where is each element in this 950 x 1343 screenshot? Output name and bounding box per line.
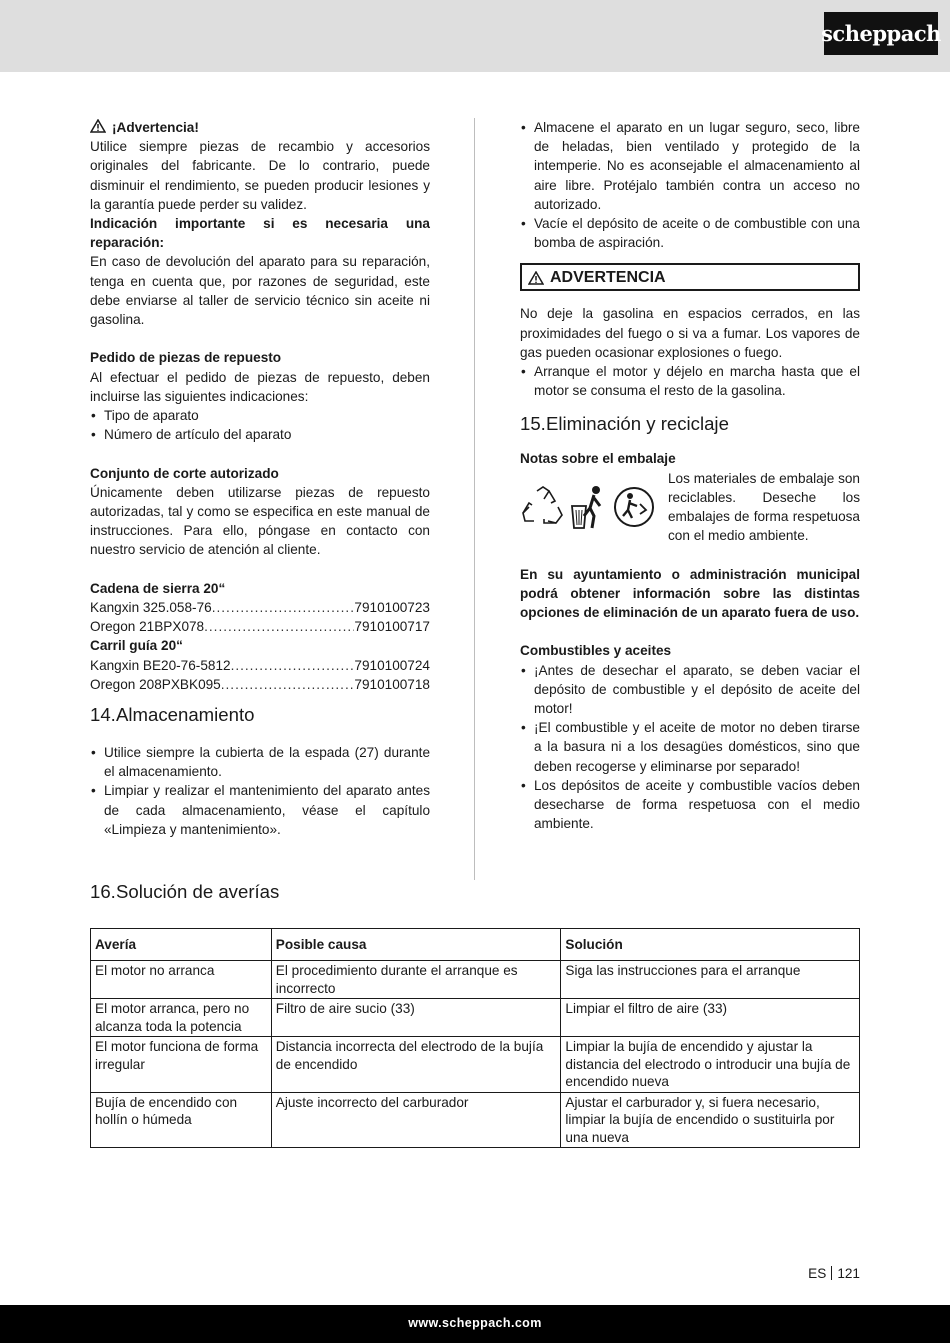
order-text: Al efectuar el pedido de piezas de repuesto, deben incluirse las siguientes indicaciones:: [90, 369, 430, 404]
part-row: [90, 656, 430, 675]
fuels-list: [520, 661, 860, 834]
website-link[interactable]: www.scheppach.com: [408, 1316, 542, 1331]
list-item: • Almacene el aparato en un lugar seguro, seco, libre de heladas, bien ventilado y protegido de la intemperie. No es aconsejable el almacenamiento al aire libre. Protéjalo también contra un acceso no autorizado.: [520, 118, 860, 214]
order-title: Pedido de piezas de repuesto: [90, 350, 282, 366]
packaging-text: Los materiales de embalaje son reciclables. Deseche los embalajes de forma respetuosa con el medio ambiente.: [668, 470, 860, 544]
recycle-icon: [520, 485, 566, 529]
table-row: [91, 1092, 860, 1148]
warning-triangle-icon: [90, 119, 106, 133]
list-item: • Número de artículo del aparato: [90, 425, 430, 444]
list-item: • ¡Antes de desechar el aparato, se deben vaciar el depósito de combustible y el depósito de aceite del motor!: [520, 661, 860, 719]
warning-text: Utilice siempre piezas de recambio y accesorios originales del fabricante. De lo contrario, puede disminuir el rendimiento, se pueden producir lesiones y la garantía puede perder su validez.: [90, 139, 430, 212]
list-item: • Arranque el motor y déjelo en marcha hasta que el motor se consuma el resto de la gasolina.: [520, 362, 860, 400]
table-header: Solución: [561, 929, 860, 961]
chain-title: Cadena de sierra 20“: [90, 580, 226, 596]
packaging-row: [520, 469, 860, 546]
part-row: [90, 598, 430, 617]
table-header: Avería: [91, 929, 272, 961]
list-item: • Vacíe el depósito de aceite o de combustible con una bomba de aspiración.: [520, 214, 860, 252]
table-cell: Siga las instrucciones para el arranque: [561, 961, 860, 999]
part-name: Kangxin BE20-76-5812: [90, 657, 231, 673]
storage-list-cont: [520, 118, 860, 252]
municipal-text: En su ayuntamiento o administración municipal podrá obtener información sobre las distintas opciones de eliminación de un aparato fuera de uso.: [520, 566, 860, 621]
part-name: Kangxin 325.058-76: [90, 600, 212, 616]
order-list: [90, 406, 430, 444]
table-cell: El procedimiento durante el arranque es incorrecto: [271, 961, 561, 999]
part-number: 7910100723: [354, 600, 430, 616]
list-item: • Limpiar y realizar el mantenimiento del aparato antes de cada almacenamiento, véase el capítulo «Limpieza y mantenimiento».: [90, 781, 430, 839]
part-number: 7910100717: [354, 619, 430, 635]
bar-title: Carril guía 20“: [90, 638, 183, 654]
part-number: 7910100724: [354, 657, 430, 673]
list-item: • Los depósitos de aceite y combustible vacíos deben desecharse de forma respetuosa con el medio ambiente.: [520, 776, 860, 834]
table-cell: Limpiar la bujía de encendido y ajustar la distancia del electrodo o introducir una bujía de encendido nueva: [561, 1037, 860, 1093]
part-name: Oregon 208PXBK095: [90, 676, 221, 692]
language-code: ES: [808, 1266, 827, 1281]
warning-list: [520, 362, 860, 400]
storage-list: [90, 743, 430, 839]
repair-text: En caso de devolución del aparato para su reparación, tenga en cuenta que, por razones de seguridad, este debe enviarse al taller de servicio técnico sin aceite ni gasolina.: [90, 254, 430, 328]
left-column: [90, 118, 430, 839]
warning-heading: [90, 118, 430, 137]
page-number-value: 121: [837, 1266, 860, 1281]
table-cell: Ajustar el carburador y, si fuera necesario, limpiar la bujía de encendido o sustituirla por una nueva: [561, 1092, 860, 1148]
column-divider: [474, 118, 475, 880]
part-number: 7910100718: [354, 676, 430, 692]
warning-title: ¡Advertencia!: [112, 120, 199, 135]
part-row: [90, 617, 430, 636]
packaging-icons: [520, 469, 668, 545]
table-cell: El motor funciona de forma irregular: [91, 1037, 272, 1093]
warning-text: No deje la gasolina en espacios cerrados, en las proximidades del fuego o si va a fumar. Los vapores de gas pueden ocasionar explosiones o fuego.: [520, 306, 860, 360]
table-row: [91, 961, 860, 999]
table-cell: El motor no arranca: [91, 961, 272, 999]
warning-box-label: ADVERTENCIA: [550, 268, 666, 286]
brand-logo: scheppach: [824, 12, 938, 55]
cut-text: Únicamente deben utilizarse piezas de repuesto autorizadas, tal y como se especifica en este manual de instrucciones. Para ello, póngase en contacto con nuestro servicio de atención al cliente.: [90, 484, 430, 558]
warning-box: [520, 263, 860, 291]
list-item: • ¡El combustible y el aceite de motor no deben tirarse a la basura ni a los desagües domésticos, sino que deben recogerse y eliminarse por separado!: [520, 718, 860, 776]
list-item: • Tipo de aparato: [90, 406, 430, 425]
table-row: [91, 1037, 860, 1093]
fuels-title: Combustibles y aceites: [520, 643, 672, 659]
troubleshooting-heading: 16.Solución de averías: [90, 881, 280, 902]
table-cell: Filtro de aire sucio (33): [271, 999, 561, 1037]
repair-title: Indicación importante si es necesaria una reparación:: [90, 216, 430, 251]
part-name: Oregon 21BPX078: [90, 619, 205, 635]
storage-heading: 14.Almacenamiento: [90, 704, 255, 726]
table-cell: Limpiar el filtro de aire (33): [561, 999, 860, 1037]
part-row: [90, 675, 430, 694]
footer-band: [0, 1305, 950, 1343]
list-item: • Utilice siempre la cubierta de la espada (27) durante el almacenamiento.: [90, 743, 430, 781]
packaging-title: Notas sobre el embalaje: [520, 451, 676, 467]
table-cell: Distancia incorrecta del electrodo de la bujía de encendido: [271, 1037, 561, 1093]
cut-title: Conjunto de corte autorizado: [90, 465, 279, 481]
table-cell: Ajuste incorrecto del carburador: [271, 1092, 561, 1148]
disposal-heading: 15.Eliminación y reciclaje: [520, 413, 729, 435]
header-band: [0, 0, 950, 72]
troubleshooting-table: [90, 928, 860, 1148]
right-column: [520, 118, 860, 833]
table-header-row: [91, 929, 860, 961]
warning-triangle-icon: [528, 271, 544, 285]
table-header: Posible causa: [271, 929, 561, 961]
page-number: [790, 1264, 860, 1283]
table-cell: Bujía de encendido con hollín o húmeda: [91, 1092, 272, 1148]
trash-bin-icon: [570, 484, 606, 530]
table-row: [91, 999, 860, 1037]
recycle-person-icon: [610, 484, 658, 530]
table-cell: El motor arranca, pero no alcanza toda la potencia: [91, 999, 272, 1037]
